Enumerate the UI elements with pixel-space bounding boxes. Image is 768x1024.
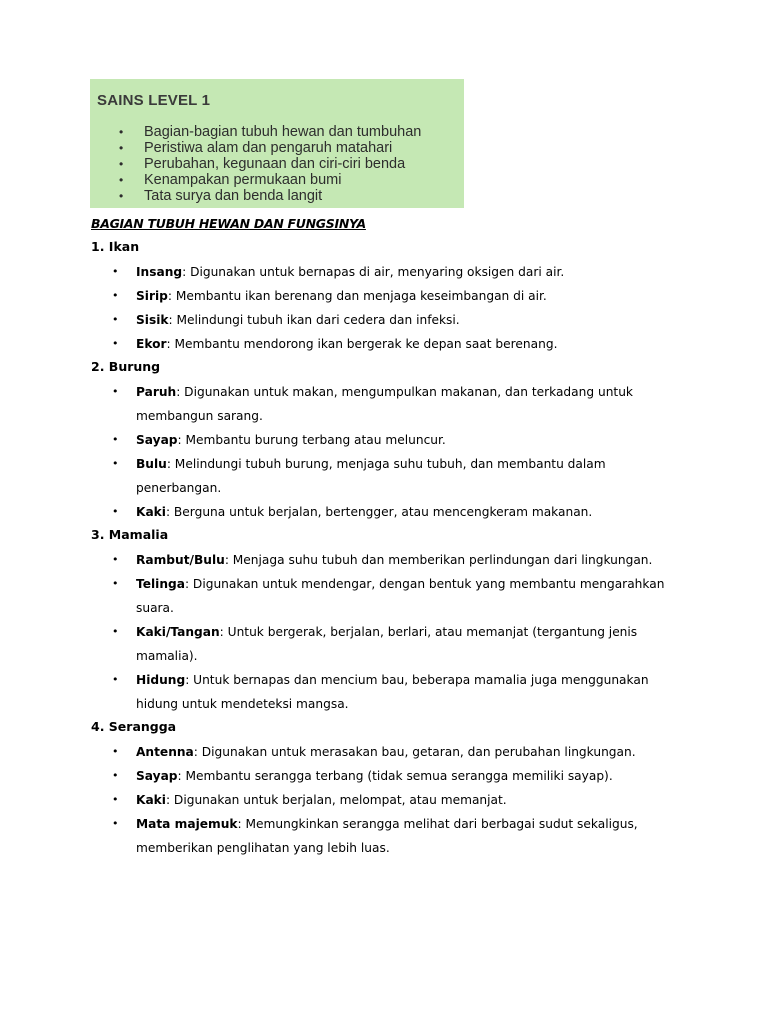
- summary-item: [90, 156, 464, 172]
- list-item: [112, 620, 672, 668]
- item-description: : Digunakan untuk merasakan bau, getaran, dan perubahan lingkungan.: [193, 745, 636, 759]
- item-term: Kaki: [136, 505, 166, 519]
- item-term: Telinga: [136, 577, 185, 591]
- item-description: : Melindungi tubuh ikan dari cedera dan infeksi.: [168, 313, 460, 327]
- item-term: Insang: [136, 265, 183, 279]
- section-heading-ikan: 1. Ikan: [91, 239, 140, 254]
- bullet-icon: •: [112, 817, 119, 830]
- bullet-icon: •: [112, 769, 119, 782]
- bullet-icon: •: [112, 457, 119, 470]
- bullet-icon: •: [112, 793, 119, 806]
- item-term: Hidung: [136, 673, 186, 687]
- item-term: Kaki/Tangan: [136, 625, 220, 639]
- bullet-icon: •: [112, 433, 119, 446]
- list-item: [112, 764, 672, 788]
- document-title: BAGIAN TUBUH HEWAN DAN FUNGSINYA: [91, 216, 366, 231]
- summary-item: [90, 124, 464, 140]
- item-description: : Digunakan untuk mendengar, dengan bentuk yang membantu mengarahkan suara.: [136, 577, 665, 615]
- bullet-icon: •: [112, 577, 119, 590]
- section-heading-burung: 2. Burung: [91, 359, 161, 374]
- bullet-icon: •: [112, 673, 119, 686]
- list-item: [112, 668, 672, 716]
- bullet-icon: •: [112, 745, 119, 758]
- item-term: Sayap: [136, 769, 178, 783]
- item-description: : Memungkinkan serangga melihat dari berbagai sudut sekaligus, memberikan penglihatan yang lebih luas.: [136, 817, 638, 855]
- item-term: Bulu: [136, 457, 167, 471]
- bullet-icon: •: [119, 141, 124, 155]
- bullet-icon: •: [119, 157, 124, 171]
- list-item: [112, 812, 672, 860]
- list-item: [112, 788, 672, 812]
- item-description: : Untuk bernapas dan mencium bau, beberapa mamalia juga menggunakan hidung untuk mendeteksi mangsa.: [136, 673, 649, 711]
- list-item: [112, 548, 672, 572]
- bullet-icon: •: [112, 625, 119, 638]
- summary-item-text: Bagian-bagian tubuh hewan dan tumbuhan: [144, 124, 422, 140]
- bullet-icon: •: [112, 337, 119, 350]
- bullet-icon: •: [119, 173, 124, 187]
- item-term: Sirip: [136, 289, 168, 303]
- list-item: [112, 452, 642, 500]
- item-term: Paruh: [136, 385, 177, 399]
- summary-list: [90, 124, 464, 204]
- item-term: Sisik: [136, 313, 169, 327]
- item-term: Rambut/Bulu: [136, 553, 225, 567]
- item-description: : Menjaga suhu tubuh dan memberikan perlindungan dari lingkungan.: [224, 553, 653, 567]
- bullet-icon: •: [112, 289, 119, 302]
- list-item: [112, 380, 642, 428]
- item-description: : Membantu burung terbang atau meluncur.: [177, 433, 446, 447]
- bullet-icon: •: [112, 313, 119, 326]
- summary-item-text: Tata surya dan benda langit: [144, 188, 323, 204]
- item-term: Sayap: [136, 433, 178, 447]
- summary-box: [90, 79, 464, 208]
- bullet-icon: •: [112, 385, 119, 398]
- summary-title: SAINS LEVEL 1: [97, 92, 211, 109]
- item-description: : Membantu ikan berenang dan menjaga keseimbangan di air.: [167, 289, 547, 303]
- bullet-icon: •: [119, 125, 124, 139]
- summary-item-text: Peristiwa alam dan pengaruh matahari: [144, 140, 393, 156]
- summary-item-text: Perubahan, kegunaan dan ciri-ciri benda: [144, 156, 406, 172]
- item-description: : Berguna untuk berjalan, bertengger, atau mencengkeram makanan.: [165, 505, 593, 519]
- item-term: Mata majemuk: [136, 817, 238, 831]
- bullet-icon: •: [112, 505, 119, 518]
- summary-item: [90, 172, 464, 188]
- item-description: : Untuk bergerak, berjalan, berlari, atau memanjat (tergantung jenis mamalia).: [136, 625, 638, 663]
- bullet-icon: •: [112, 553, 119, 566]
- summary-item: [90, 188, 464, 204]
- list-item: [112, 284, 672, 308]
- item-description: : Membantu mendorong ikan bergerak ke depan saat berenang.: [166, 337, 558, 351]
- bullet-icon: •: [112, 265, 119, 278]
- list-item: [112, 332, 672, 356]
- item-term: Kaki: [136, 793, 166, 807]
- list-item: [112, 500, 672, 524]
- item-term: Antenna: [136, 745, 194, 759]
- list-item: [112, 308, 672, 332]
- section-heading-mamalia: 3. Mamalia: [91, 527, 169, 542]
- section-heading-serangga: 4. Serangga: [91, 719, 177, 734]
- bullet-icon: •: [119, 189, 124, 203]
- item-description: : Digunakan untuk berjalan, melompat, atau memanjat.: [165, 793, 507, 807]
- item-description: : Digunakan untuk bernapas di air, menyaring oksigen dari air.: [182, 265, 565, 279]
- item-description: : Melindungi tubuh burung, menjaga suhu tubuh, dan membantu dalam penerbangan.: [136, 457, 606, 495]
- list-item: [112, 260, 672, 284]
- item-description: : Membantu serangga terbang (tidak semua serangga memiliki sayap).: [177, 769, 613, 783]
- summary-item-text: Kenampakan permukaan bumi: [144, 172, 342, 188]
- list-item: [112, 740, 672, 764]
- list-item: [112, 428, 672, 452]
- summary-item: [90, 140, 464, 156]
- list-item: [112, 572, 672, 620]
- item-term: Ekor: [136, 337, 167, 351]
- item-description: : Digunakan untuk makan, mengumpulkan makanan, dan terkadang untuk membangun sarang.: [136, 385, 633, 423]
